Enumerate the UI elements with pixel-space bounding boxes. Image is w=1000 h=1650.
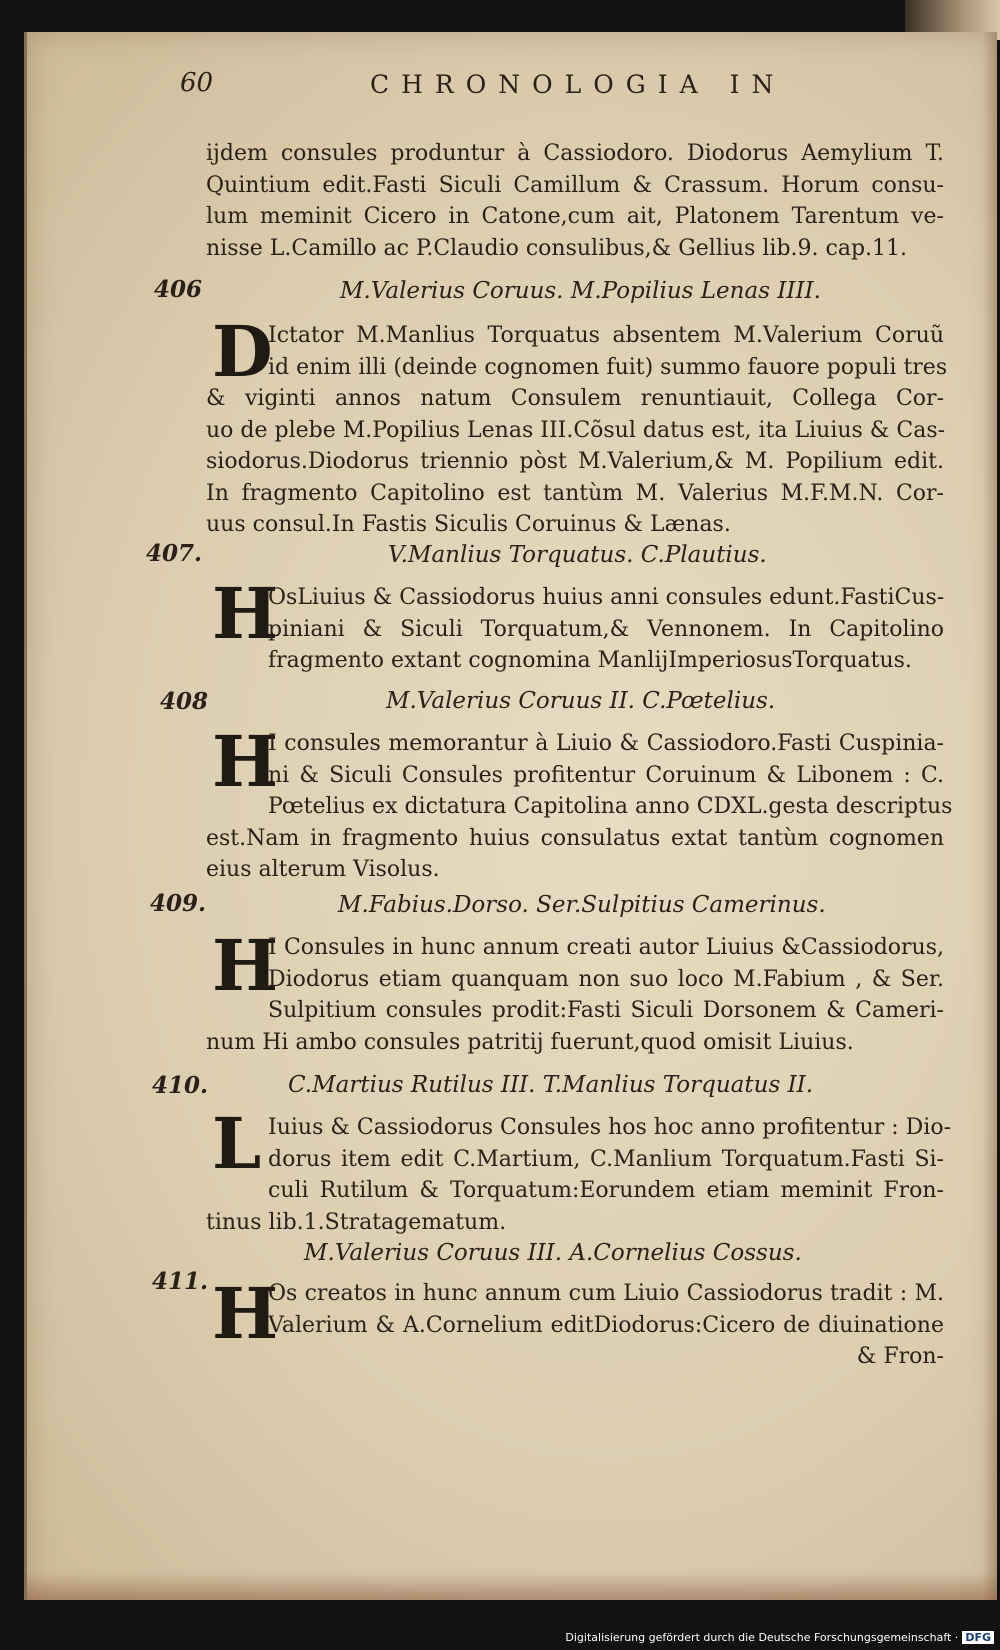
text-line: Iuius & Cassiodorus Consules hos hoc anno profitentur : Dio- [268,1115,952,1140]
consul-heading: M.Fabius.Dorso. Ser.Sulpitius Camerinus. [338,892,826,918]
entry-paragraph [206,1272,944,1373]
entry-paragraph [206,572,945,677]
text-line: In fragmento Capitolino est tantùm M. Valerius M.F.M.N. Cor- [206,480,944,506]
drop-capital: H [212,720,279,803]
text-line: tinus lib.1.Stratagematum. [206,1209,507,1235]
credit-text: Digitalisierung gefördert durch die Deutsche Forschungsgemeinschaft · [565,1631,959,1644]
text-line: id enim illi (deinde cognomen fuit) summo fauore populi tres [268,354,948,380]
year-number: 409. [150,890,207,917]
entry-paragraph [206,1102,952,1238]
page-number: 60 [180,68,214,98]
drop-capital: D [212,310,273,393]
text-line: nisse L.Camillo ac P.Claudio consulibus,& Gellius lib.9. cap.11. [206,235,908,261]
text-line: OsLiuius & Cassiodorus huius anni consules edunt.FastiCus- [268,585,945,610]
text-line: culi Rutilum & Torquatum:Eorundem etiam meminit Fron- [268,1178,944,1203]
year-number: 406 [154,276,203,303]
dfg-logo: DFG [962,1631,994,1644]
text-line: & viginti annos natum Consulem renuntiauit, Collega Cor- [206,386,944,411]
drop-capital: H [212,924,279,1007]
text-line: Ictator M.Manlius Torquatus absentem M.Valerium Coruũ [268,323,944,348]
year-number: 411. [152,1268,209,1295]
text-line: Quintium edit.Fasti Siculi Camillum & Crassum. Horum consu- [206,172,944,198]
text-line: Valerium & A.Cornelium editDiodorus:Cicero de diuinatione [268,1312,944,1338]
consul-heading: M.Valerius Coruus III. A.Cornelius Cossus. [304,1240,802,1266]
consul-heading: M.Valerius Coruus. M.Popilius Lenas IIII. [340,278,821,304]
year-number: 407. [146,540,203,567]
drop-capital: H [212,1272,279,1355]
text-line: I consules memorantur à Liuio & Cassiodoro.Fasti Cuspinia- [268,731,944,756]
entry-paragraph [206,720,953,886]
text-line: Diodorus etiam quanquam non suo loco M.Fabium , & Ser. [268,966,944,992]
consul-heading: M.Valerius Coruus II. C.Pœtelius. [386,688,776,714]
text-line: siodorus.Diodorus triennio pòst M.Valerium,& M. Popilium edit. [206,449,944,474]
text-line: Sulpitium consules prodit:Fasti Siculi Dorsonem & Cameri- [268,998,944,1023]
text-line: piniani & Siculi Torquatum,& Vennonem. In Capitolino [268,616,944,642]
text-line: Pœtelius ex dictatura Capitolina anno CDXL.gesta descriptus [268,794,953,819]
text-line: eius alterum Visolus. [206,857,440,882]
entry-paragraph [206,924,944,1058]
text-line: uus consul.In Fastis Siculis Coruinus & Lænas. [206,512,731,537]
text-line: Os creatos in hunc annum cum Liuio Cassiodorus tradit : M. [268,1281,944,1306]
drop-capital: L [212,1102,262,1185]
text-line: uo de plebe M.Popilius Lenas III.Cõsul datus est, ita Liuius & Cas- [206,417,946,443]
text-line: num Hi ambo consules patritij fuerunt,quod omisit Liuius. [206,1029,854,1055]
text-line: lum meminit Cicero in Catone,cum ait, Platonem Tarentum ve- [206,204,944,229]
entry-paragraph [206,310,948,541]
text-line: dorus item edit C.Martium, C.Manlium Torquatum.Fasti Si- [268,1146,944,1172]
page-header [180,68,940,108]
text-line: ijdem consules produntur à Cassiodoro. Diodorus Aemylium T. [206,141,944,166]
running-title: CHRONOLOGIA IN [370,70,786,99]
consul-heading: C.Martius Rutilus III. T.Manlius Torquatus II. [288,1072,814,1098]
footer-bar [0,1600,1000,1650]
text-line: fragmento extant cognomina ManlijImperiosusTorquatus. [268,648,912,673]
text-line: est.Nam in fragmento huius consulatus extat tantùm cognomen [206,825,944,851]
consul-heading: V.Manlius Torquatus. C.Plautius. [388,542,767,568]
text-line: ni & Siculi Consules profitentur Coruinum & Libonem : C. [268,762,944,788]
text-line: I Consules in hunc annum creati autor Liuius &Cassiodorus, [268,935,944,960]
catchword: & Fron- [856,1344,944,1369]
digitization-credit [565,1631,994,1644]
intro-paragraph [206,138,944,264]
drop-capital: H [212,572,279,655]
year-number: 410. [152,1072,209,1099]
year-number: 408 [160,688,209,715]
